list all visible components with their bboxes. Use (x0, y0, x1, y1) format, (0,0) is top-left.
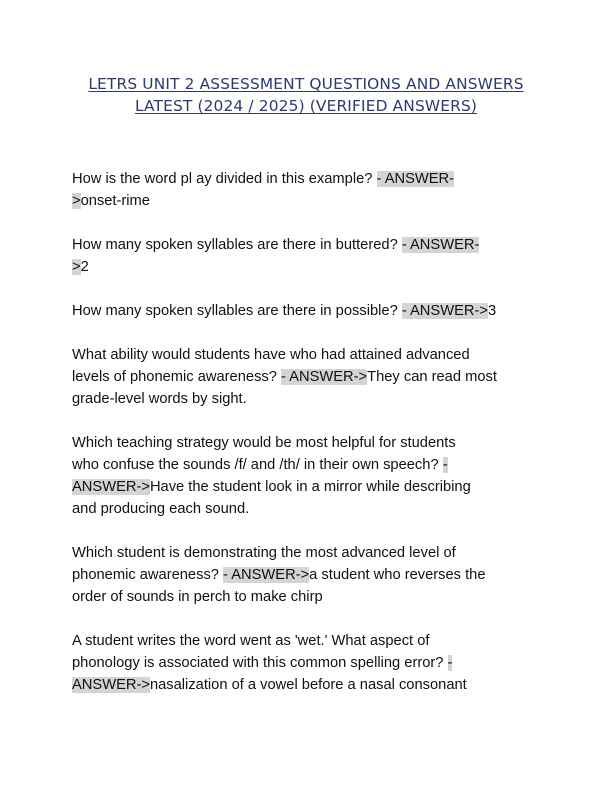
answer-marker-end: ANSWER-> (72, 479, 150, 495)
qa-item-5 (72, 432, 542, 520)
document-title-line-2: LATEST (2024 / 2025) (VERIFIED ANSWERS) (134, 97, 478, 115)
qa-line: phonemic awareness? - ANSWER->a student who reverses the (72, 567, 486, 583)
answer-marker: - ANSWER-> (281, 369, 368, 385)
document-title (60, 73, 552, 117)
question-text: How many spoken syllables are there in possible? (72, 303, 398, 319)
qa-line: and producing each sound. (72, 501, 250, 517)
qa-item-7 (72, 630, 542, 696)
question-text: How is the word pl ay divided in this example? (72, 171, 373, 187)
qa-line: Which teaching strategy would be most helpful for students (72, 435, 456, 451)
qa-line: order of sounds in perch to make chirp (72, 589, 323, 605)
qa-list (72, 168, 542, 718)
qa-item-3 (72, 300, 542, 322)
answer-marker-end: > (72, 259, 81, 275)
qa-line: ANSWER->nasalization of a vowel before a nasal consonant (72, 677, 467, 693)
qa-item-4 (72, 344, 542, 410)
document-title-line-1: LETRS UNIT 2 ASSESSMENT QUESTIONS AND ANSWERS (88, 75, 524, 93)
question-text: How many spoken syllables are there in buttered? (72, 237, 398, 253)
qa-line (72, 168, 542, 190)
qa-line: What ability would students have who had attained advanced (72, 347, 470, 363)
answer-marker: - ANSWER- (401, 237, 480, 253)
qa-line (72, 300, 542, 322)
qa-line: A student writes the word went as 'wet.' What aspect of (72, 633, 430, 649)
qa-line (72, 190, 542, 212)
qa-item-1 (72, 168, 542, 212)
answer-marker-end: > (72, 193, 81, 209)
answer-marker: - (447, 655, 453, 671)
answer-text: onset-rime (80, 193, 150, 209)
qa-line: grade-level words by sight. (72, 391, 247, 407)
answer-marker: - ANSWER-> (223, 567, 310, 583)
answer-text: 3 (487, 303, 497, 319)
answer-marker-end: ANSWER-> (72, 677, 150, 693)
answer-marker-part: - ANSWER- (376, 171, 455, 187)
qa-item-6 (72, 542, 542, 608)
answer-text: 2 (80, 259, 89, 275)
qa-item-2 (72, 234, 542, 278)
qa-line: phonology is associated with this common spelling error? - (72, 655, 453, 671)
qa-line: ANSWER->Have the student look in a mirror while describing (72, 479, 471, 495)
qa-line: Which student is demonstrating the most advanced level of (72, 545, 456, 561)
answer-marker (377, 171, 455, 187)
qa-line (72, 256, 542, 278)
qa-line (72, 234, 542, 256)
qa-line: who confuse the sounds /f/ and /th/ in their own speech? - (72, 457, 448, 473)
answer-marker: - ANSWER-> (401, 303, 488, 319)
answer-marker: - (442, 457, 448, 473)
qa-line: levels of phonemic awareness? - ANSWER->They can read most (72, 369, 497, 385)
